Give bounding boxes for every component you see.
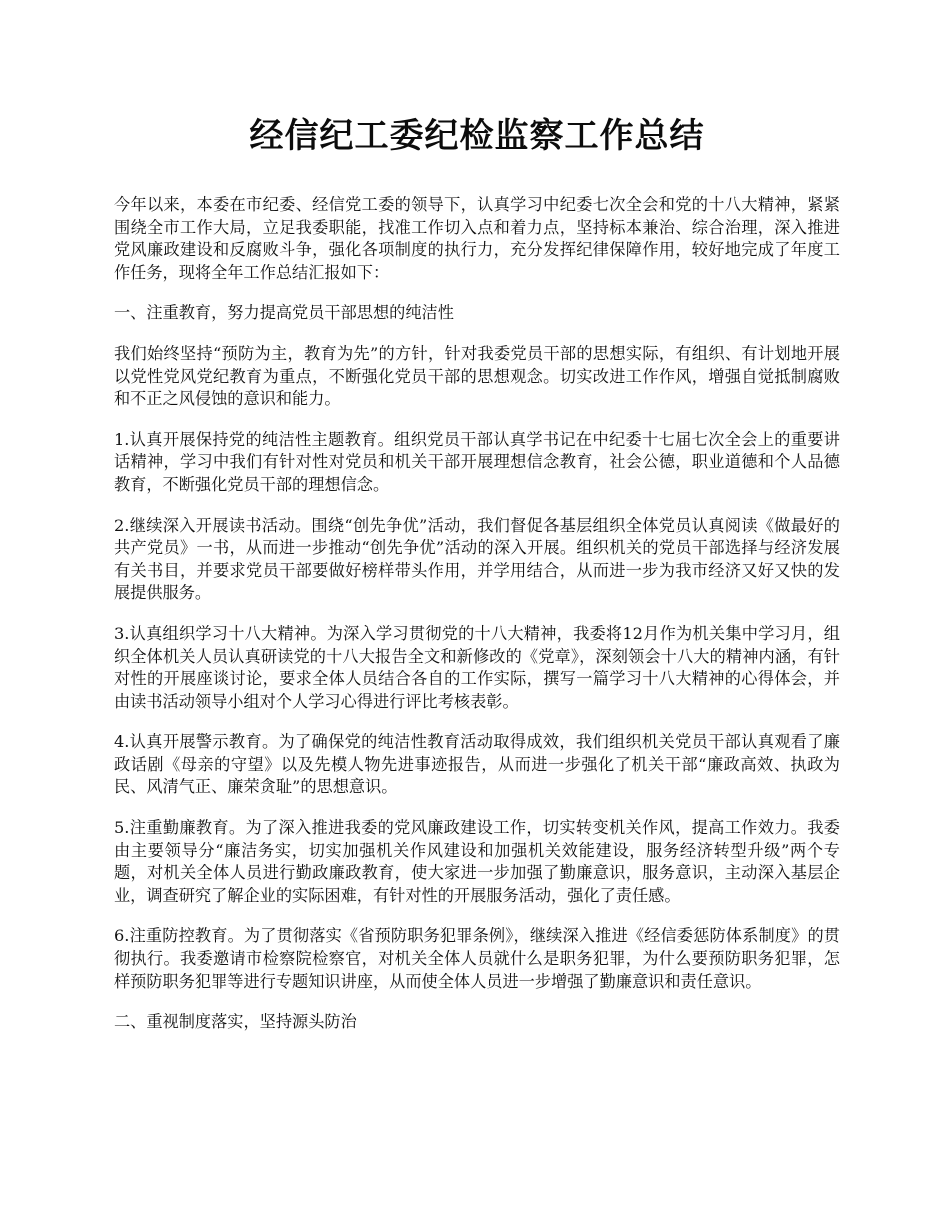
- intro-paragraph: 今年以来，本委在市纪委、经信党工委的领导下，认真学习中纪委七次全会和党的十八大精神，紧紧围绕全市工作大局，立足我委职能，找准工作切入点和着力点，坚持标本兼治、综合治理，深入推进党风廉政建设和反腐败斗争，强化各项制度的执行力，充分发挥纪律保障作用，较好地完成了年度工作任务，现将全年工作总结汇报如下：: [114, 195, 840, 282]
- item-2-paragraph: 2.继续深入开展读书活动。围绕“创先争优”活动，我们督促各基层组织全体党员认真阅读《做最好的共产党员》一书，从而进一步推动“创先争优”活动的深入开展。组织机关的党员干部选择与经济发展有关书目，并要求党员干部要做好榜样带头作用，并学用结合，从而进一步为我市经济又好又快的发展提供服务。: [114, 515, 840, 603]
- document-title: 经信纪工委纪检监察工作总结: [249, 116, 705, 156]
- item-5-paragraph: 5.注重勤廉教育。为了深入推进我委的党风廉政建设工作，切实转变机关作风，提高工作效力。我委由主要领导分“廉洁务实，切实加强机关作风建设和加强机关效能建设，服务经济转型升级”两个专题，对机关全体人员进行勤政廉政教育，使大家进一步加强了勤廉意识，服务意识，主动深入基层企业，调查研究了解企业的实际困难，有针对性的开展服务活动，强化了责任感。: [114, 818, 840, 905]
- section-1-intro-paragraph: 我们始终坚持“预防为主，教育为先”的方针，针对我委党员干部的思想实际，有组织、有计划地开展以党性党风党纪教育为重点，不断强化党员干部的思想观念。切实改进工作作风，增强自觉抵制腐败和不正之风侵蚀的意识和能力。: [114, 343, 840, 409]
- section-heading-2: 二、重视制度落实，坚持源头防治: [114, 1012, 357, 1032]
- item-4-paragraph: 4.认真开展警示教育。为了确保党的纯洁性教育活动取得成效，我们组织机关党员干部认真观看了廉政话剧《母亲的守望》以及先模人物先进事迹报告，从而进一步强化了机关干部“廉政高效、执政为民、风清气正、廉荣贪耻”的思想意识。: [114, 732, 840, 797]
- item-3-paragraph: 3.认真组织学习十八大精神。为深入学习贯彻党的十八大精神，我委将12月作为机关集中学习月，组织全体机关人员认真研读党的十八大报告全文和新修改的《党章》，深刻领会十八大的精神内涵，有针对性的开展座谈讨论，要求全体人员结合各自的工作实际，撰写一篇学习十八大精神的心得体会，并由读书活动领导小组对个人学习心得进行评比考核表彰。: [114, 623, 840, 711]
- item-6-paragraph: 6.注重防控教育。为了贯彻落实《省预防职务犯罪条例》，继续深入推进《经信委惩防体系制度》的贯彻执行。我委邀请市检察院检察官，对机关全体人员就什么是职务犯罪，为什么要预防职务犯罪，怎样预防职务犯罪等进行专题知识讲座，从而使全体人员进一步增强了勤廉意识和责任意识。: [114, 926, 840, 991]
- section-heading-1: 一、注重教育，努力提高党员干部思想的纯洁性: [114, 303, 454, 323]
- item-1-paragraph: 1.认真开展保持党的纯洁性主题教育。组织党员干部认真学书记在中纪委十七届七次全会上的重要讲话精神，学习中我们有针对性对党员和机关干部开展理想信念教育，社会公德，职业道德和个人品德教育，不断强化党员干部的理想信念。: [114, 429, 840, 494]
